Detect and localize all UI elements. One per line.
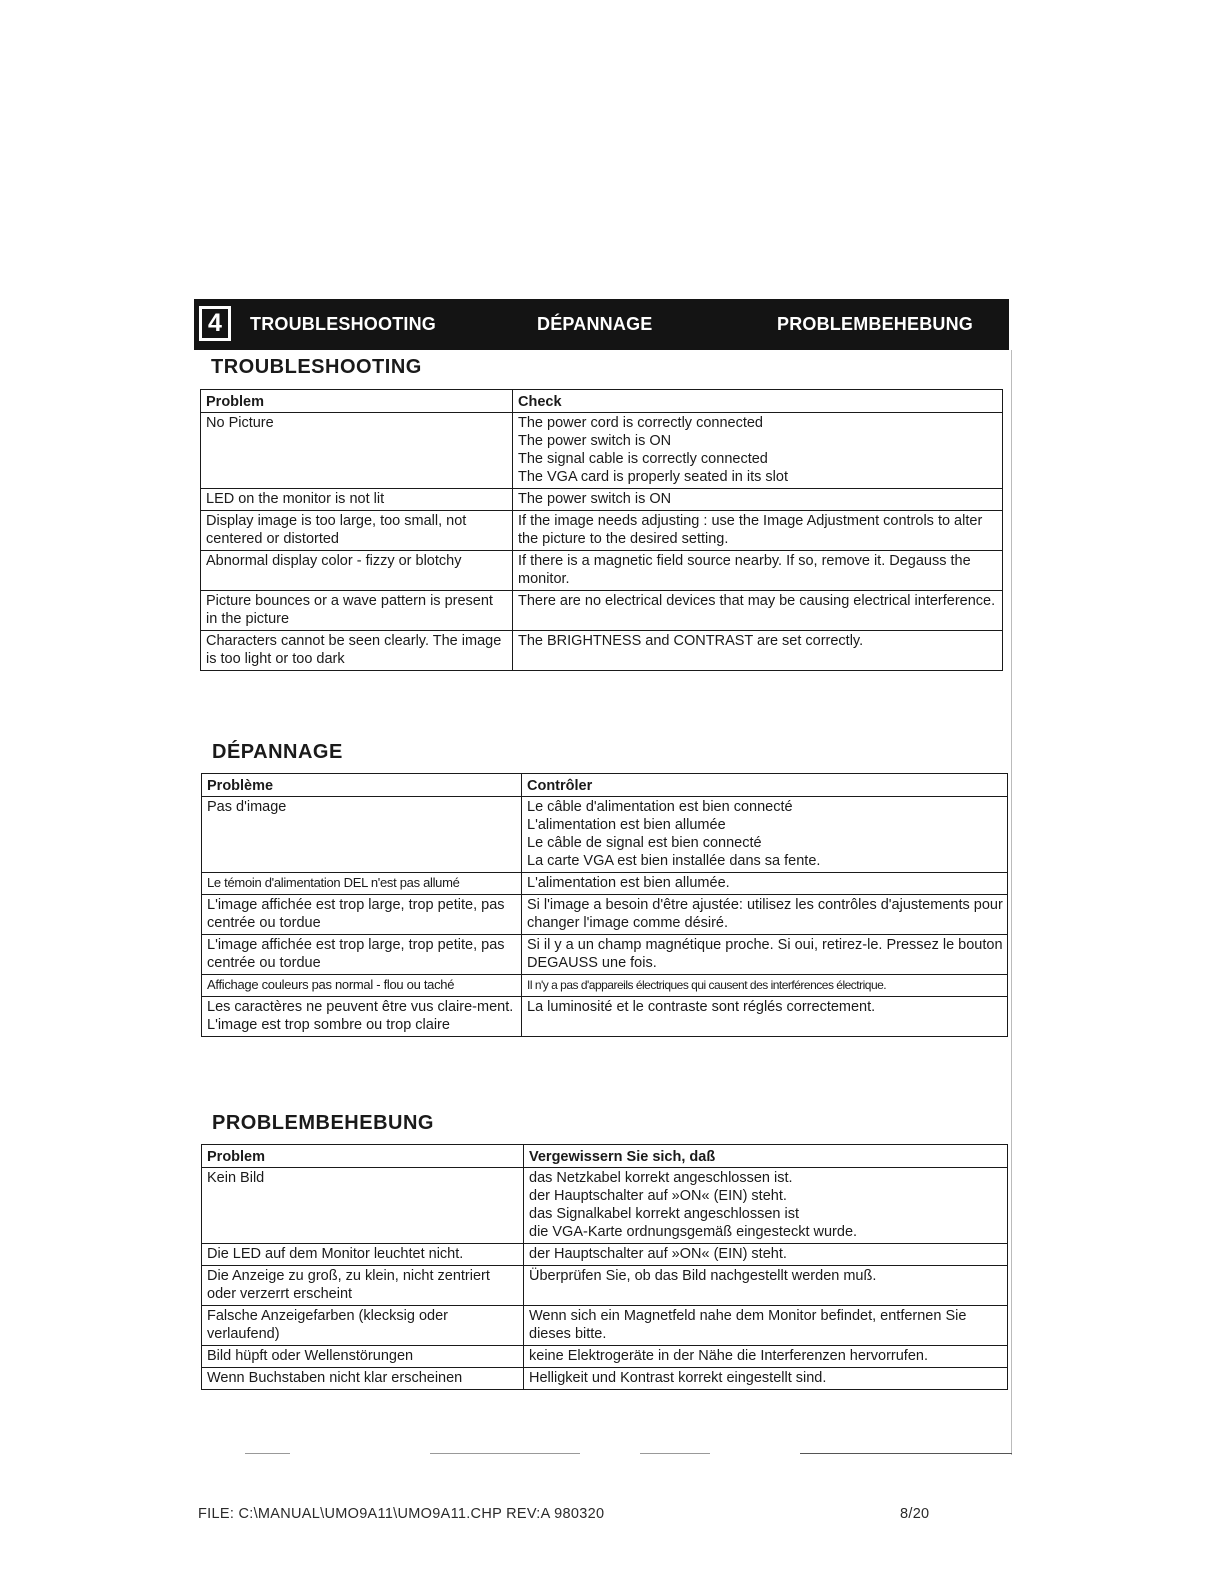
check-cell: Le câble d'alimentation est bien connecté L'alimentation est bien allumée Le câble de signal est bien connecté La carte VGA est bien installée dans sa fente. (522, 797, 1008, 873)
problembehebung-table (201, 1144, 1008, 1390)
section-title-depannage: DÉPANNAGE (212, 741, 343, 763)
column-header-problem: Problem (201, 390, 513, 413)
problem-cell: Falsche Anzeigefarben (klecksig oder verlaufend) (202, 1306, 524, 1346)
column-header-controler: Contrôler (522, 774, 1008, 797)
column-header-probleme: Problème (202, 774, 522, 797)
table-row (202, 935, 1008, 975)
problem-cell: Die Anzeige zu groß, zu klein, nicht zentriert oder verzerrt erscheint (202, 1266, 524, 1306)
problem-cell: LED on the monitor is not lit (201, 489, 513, 511)
table-row (202, 975, 1008, 997)
problem-cell: L'image affichée est trop large, trop petite, pas centrée ou tordue (202, 935, 522, 975)
table-row (202, 895, 1008, 935)
table-row (201, 591, 1003, 631)
check-cell: La luminosité et le contraste sont réglés correctement. (522, 997, 1008, 1037)
check-cell: keine Elektrogeräte in der Nähe die Interferenzen hervorrufen. (524, 1346, 1008, 1368)
scan-dash (245, 1453, 290, 1454)
table-header-row (201, 390, 1003, 413)
banner-title-fr: DÉPANNAGE (537, 314, 653, 334)
table-row (202, 1306, 1008, 1346)
column-header-problem: Problem (202, 1145, 524, 1168)
column-header-check: Check (513, 390, 1003, 413)
column-header-vergewissern: Vergewissern Sie sich, daß (524, 1145, 1008, 1168)
table-row (201, 511, 1003, 551)
banner-title-de: PROBLEMBEHEBUNG (777, 314, 974, 334)
table-row (201, 631, 1003, 671)
section-title-problembehebung: PROBLEMBEHEBUNG (212, 1112, 434, 1134)
table-row (202, 873, 1008, 895)
problem-cell: Abnormal display color - fizzy or blotchy (201, 551, 513, 591)
problem-cell: Picture bounces or a wave pattern is present in the picture (201, 591, 513, 631)
problem-cell: Display image is too large, too small, not centered or distorted (201, 511, 513, 551)
check-cell: Si il y a un champ magnétique proche. Si oui, retirez-le. Pressez le bouton DEGAUSS une fois. (522, 935, 1008, 975)
problem-cell: Wenn Buchstaben nicht klar erscheinen (202, 1368, 524, 1390)
chapter-banner (194, 299, 1009, 350)
problem-cell: Characters cannot be seen clearly. The image is too light or too dark (201, 631, 513, 671)
table-row (202, 1244, 1008, 1266)
check-cell: Il n'y a pas d'appareils électriques qui causent des interférences électrique. (522, 975, 1008, 997)
table-header-row (202, 1145, 1008, 1168)
problem-cell: L'image affichée est trop large, trop petite, pas centrée ou tordue (202, 895, 522, 935)
footer-page-number: 8/20 (900, 1506, 930, 1522)
table-row (202, 1368, 1008, 1390)
check-cell: The power cord is correctly connected The power switch is ON The signal cable is correctly connected The VGA card is properly seated in its slot (513, 413, 1003, 489)
check-cell: The BRIGHTNESS and CONTRAST are set correctly. (513, 631, 1003, 671)
check-cell: Si l'image a besoin d'être ajustée: utilisez les contrôles d'ajustements pour changer l'image comme désiré. (522, 895, 1008, 935)
problem-cell: Affichage couleurs pas normal - flou ou taché (202, 975, 522, 997)
table-row (202, 1266, 1008, 1306)
chapter-number: 4 (199, 306, 231, 341)
problem-cell: Die LED auf dem Monitor leuchtet nicht. (202, 1244, 524, 1266)
scan-dash (430, 1453, 580, 1454)
footer-file-path: FILE: C:\MANUAL\UMO9A11\UMO9A11.CHP REV:A 980320 (198, 1506, 605, 1522)
check-cell: There are no electrical devices that may be causing electrical interference. (513, 591, 1003, 631)
check-cell: der Hauptschalter auf »ON« (EIN) steht. (524, 1244, 1008, 1266)
scan-dash (800, 1453, 1012, 1454)
table-row (201, 413, 1003, 489)
table-header-row (202, 774, 1008, 797)
table-row (202, 1168, 1008, 1244)
problem-cell: Bild hüpft oder Wellenstörungen (202, 1346, 524, 1368)
section-title-troubleshooting: TROUBLESHOOTING (211, 356, 422, 378)
check-cell: Wenn sich ein Magnetfeld nahe dem Monitor befindet, entfernen Sie dieses bitte. (524, 1306, 1008, 1346)
check-cell: If the image needs adjusting : use the Image Adjustment controls to alter the picture to the desired setting. (513, 511, 1003, 551)
problem-cell: No Picture (201, 413, 513, 489)
problem-cell: Le témoin d'alimentation DEL n'est pas allumé (202, 873, 522, 895)
banner-title-en: TROUBLESHOOTING (250, 314, 436, 334)
check-cell: das Netzkabel korrekt angeschlossen ist. der Hauptschalter auf »ON« (EIN) steht. das Signalkabel korrekt angeschlossen ist die VGA-Karte ordnungsgemäß eingesteckt wurde. (524, 1168, 1008, 1244)
table-row (202, 797, 1008, 873)
table-row (201, 489, 1003, 511)
problem-cell: Les caractères ne peuvent être vus claire-ment. L'image est trop sombre ou trop claire (202, 997, 522, 1037)
table-row (202, 997, 1008, 1037)
check-cell: Überprüfen Sie, ob das Bild nachgestellt werden muß. (524, 1266, 1008, 1306)
scan-dash (640, 1453, 710, 1454)
table-row (202, 1346, 1008, 1368)
problem-cell: Pas d'image (202, 797, 522, 873)
table-row (201, 551, 1003, 591)
check-cell: Helligkeit und Kontrast korrekt eingestellt sind. (524, 1368, 1008, 1390)
problem-cell: Kein Bild (202, 1168, 524, 1244)
check-cell: L'alimentation est bien allumée. (522, 873, 1008, 895)
check-cell: The power switch is ON (513, 489, 1003, 511)
margin-rule (1011, 350, 1012, 1455)
depannage-table (201, 773, 1008, 1037)
check-cell: If there is a magnetic field source nearby. If so, remove it. Degauss the monitor. (513, 551, 1003, 591)
troubleshooting-table (200, 389, 1003, 671)
